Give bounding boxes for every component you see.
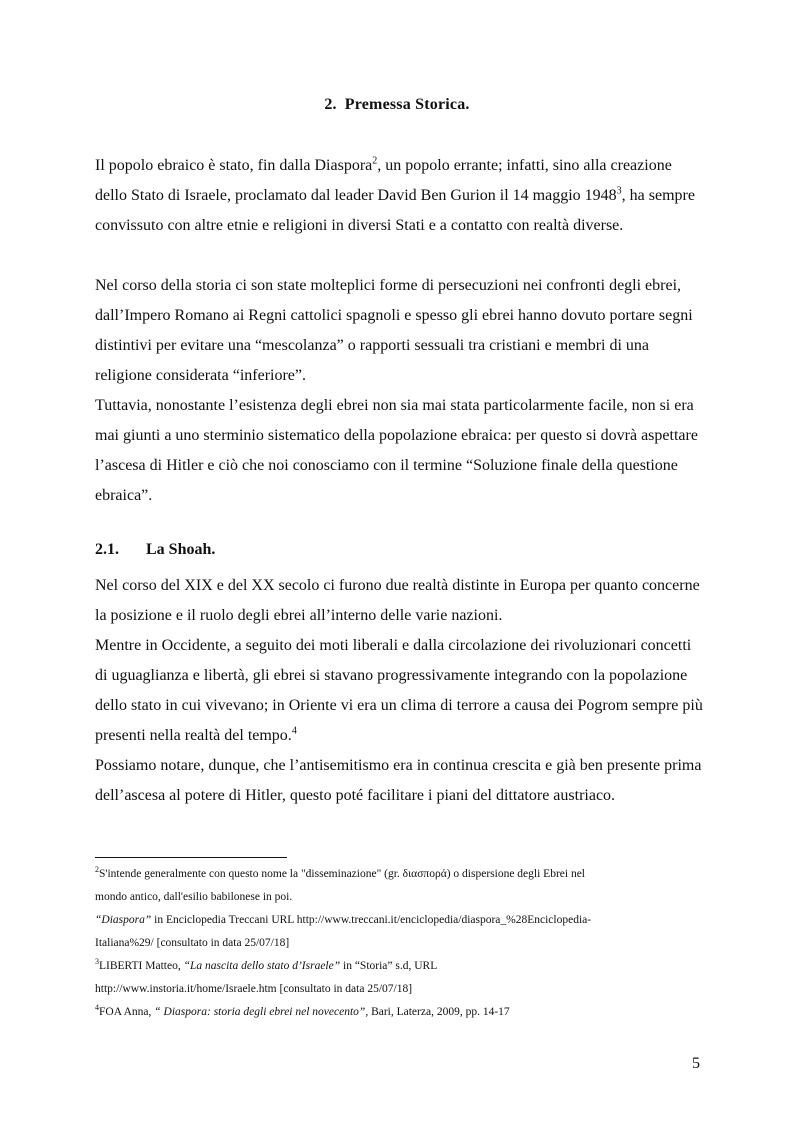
footnote-2-cont — [95, 886, 705, 909]
footnote-2-source-cont — [95, 932, 705, 955]
paragraph-antisemitism: Possiamo notare, dunque, che l’antisemitismo era in continua crescita e già ben presente prima dell’ascesa al potere di Hitler, questo poté facilitare i piani del dittatore austriaco. — [95, 757, 702, 804]
footnote-2-source — [95, 909, 705, 932]
footnote-text: mondo antico, dall'esilio babilonese in poi. — [95, 891, 293, 903]
subsection-heading — [95, 541, 215, 559]
footnote-link[interactable]: http://www.instoria.it/home/Israele.htm [consultato in data 25/07/18] — [95, 983, 413, 995]
footnote-link[interactable]: in Enciclopedia Treccani URL http://www.treccani.it/enciclopedia/diaspora_%28Enciclopedia- — [151, 914, 592, 926]
paragraph-text: , un popolo errante; infatti, sino alla creazione dello Stato di Israele, proclamato dal leader David Ben Gurion il 14 maggio 1948 — [95, 157, 672, 204]
subsection-title: La Shoah. — [146, 541, 216, 558]
footnote-number: 3 — [95, 957, 99, 967]
paragraph-text: Mentre in Occidente, a seguito dei moti liberali e dalla circolazione dei rivoluzionari concetti di uguaglianza e libertà, gli ebrei si stavano progressivamente integrando con la popolazione dello stato in cui vivevano; in Oriente vi era un clima di terrore a causa dei Pogrom sempre più presenti nella realtà del tempo. — [95, 637, 703, 744]
footnote-title: “Diaspora” — [95, 914, 152, 926]
footnote-author: LIBERTI Matteo, — [99, 960, 184, 972]
paragraph-persecutions: Nel corso della storia ci son state molteplici forme di persecuzioni nei confronti degli ebrei, dall’Impero Romano ai Regni cattolici spagnoli e spesso gli ebrei hanno dovuto portare segni distintivi per evitare una “mescolanza” o rapporti sessuali tra cristiani e membri di una religione considerata “inferiore”. — [95, 277, 693, 384]
section-heading — [0, 96, 794, 114]
footnote-author: FOA Anna, — [99, 1006, 155, 1018]
page-number: 5 — [692, 1055, 700, 1072]
footnote-3 — [95, 955, 705, 978]
footnote-ref-3[interactable]: 3 — [616, 185, 622, 197]
footnote-number: 2 — [95, 865, 99, 875]
paragraph-diaspora — [95, 151, 705, 241]
paragraph-text: Il popolo ebraico è stato, fin dalla Diaspora — [95, 157, 373, 174]
footnote-text: in “Storia” s.d, URL — [340, 960, 438, 972]
section-title: Premessa Storica. — [344, 96, 470, 113]
footnote-text: , Bari, Laterza, 2009, pp. 14-17 — [365, 1006, 510, 1018]
footnote-3-url — [95, 978, 705, 1001]
paragraph-final-solution: Tuttavia, nonostante l’esistenza degli ebrei non sia mai stata particolarmente facile, non si era mai giunti a uno sterminio sistematico della popolazione ebraica: per questo si dovrà aspettare l’ascesa di Hitler e ciò che noi conosciamo con il termine “Soluzione finale della questione ebraica”. — [95, 397, 698, 504]
subsection-number: 2.1. — [95, 541, 119, 558]
section-number: 2. — [324, 96, 337, 113]
footnote-title: “La nascita dello stato d’Israele” — [183, 960, 341, 972]
footnote-2 — [95, 863, 705, 886]
footnote-4 — [95, 1001, 705, 1024]
paragraph-two-realities: Nel corso del XIX e del XX secolo ci furono due realtà distinte in Europa per quanto concerne la posizione e il ruolo degli ebrei all’interno delle varie nazioni. — [95, 577, 700, 624]
footnote-text: S'intende generalmente con questo nome la "disseminazione" (gr. διασπορά) o dispersione degli Ebrei nel — [99, 868, 586, 880]
footnote-ref-4[interactable]: 4 — [291, 725, 297, 737]
paragraph-west-east — [95, 631, 705, 751]
footnote-number: 4 — [95, 1003, 99, 1013]
footnote-ref-2[interactable]: 2 — [372, 155, 378, 167]
footnote-separator — [95, 857, 287, 858]
footnote-link[interactable]: Italiana%29/ [consultato in data 25/07/18] — [95, 937, 290, 949]
paragraph-text: , ha sempre convissuto con altre etnie e religioni in diversi Stati e a contatto con realtà diverse. — [95, 187, 695, 234]
footnote-title: “ Diaspora: storia degli ebrei nel novecento” — [154, 1006, 366, 1018]
footnotes — [95, 863, 705, 1024]
